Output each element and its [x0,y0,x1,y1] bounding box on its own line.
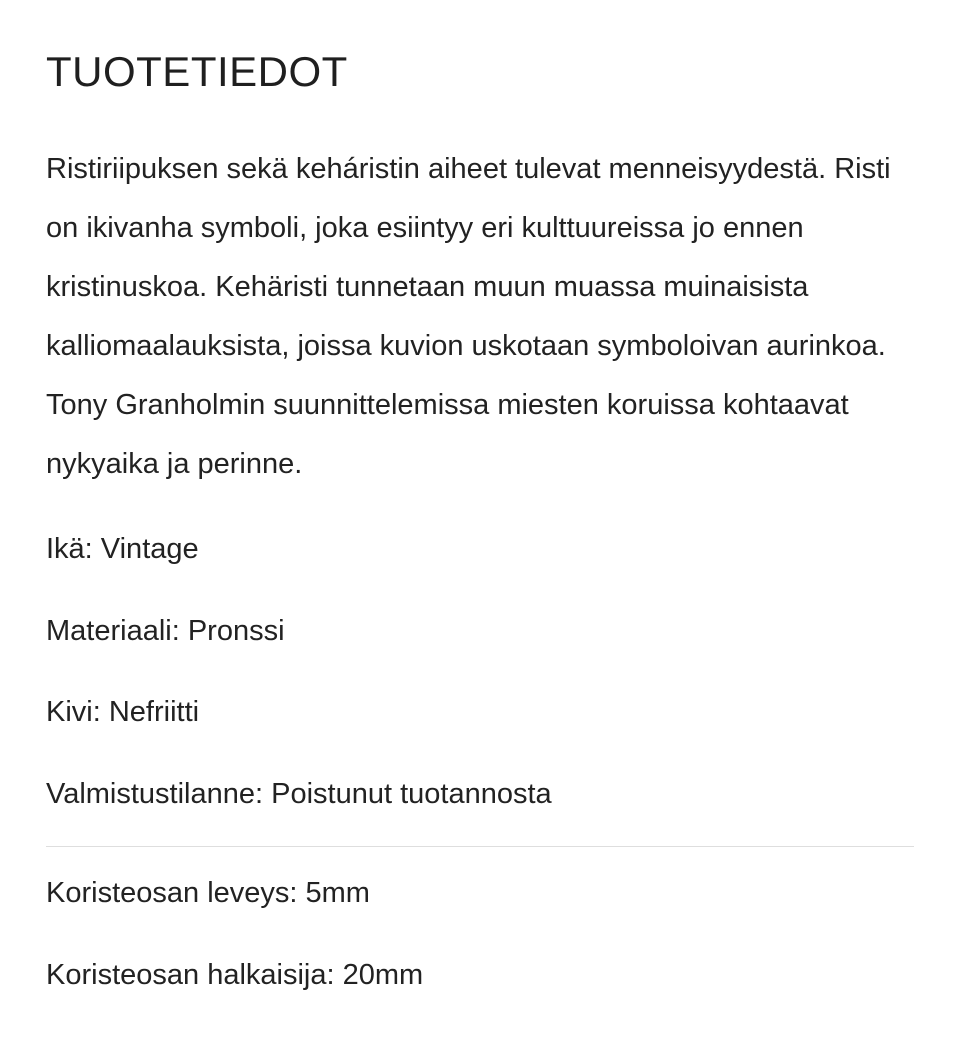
dimension-width: Koristeosan leveys: 5mm [46,877,370,909]
dimension-diameter: Koristeosan halkaisija: 20mm [46,958,424,991]
product-info-title: TUOTETIEDOT [46,48,348,95]
product-dimensions [46,864,916,1027]
product-specs [46,520,916,846]
product-description: Ristiriipuksen sekä keháristin aiheet tulevat menneisyydestä. Risti on ikivanha symboli, joka esiintyy eri kulttuureissa jo ennen kristinuskoa. Kehäristi tunnetaan muun muassa muinaisista kalliomaalauksista, joissa kuvion uskotaan symboloivan aurinkoa. Tony Granholmin suunnittelemissa miesten koruissa kohtaavat nykyaika ja perinne. [46,153,891,480]
spec-material: Materiaali: Pronssi [46,614,285,647]
spec-stone: Kivi: Nefriitti [46,696,200,728]
spec-age: Ikä: Vintage [46,533,199,565]
spec-production-status: Valmistustilanne: Poistunut tuotannosta [46,777,552,810]
section-divider [46,846,914,847]
